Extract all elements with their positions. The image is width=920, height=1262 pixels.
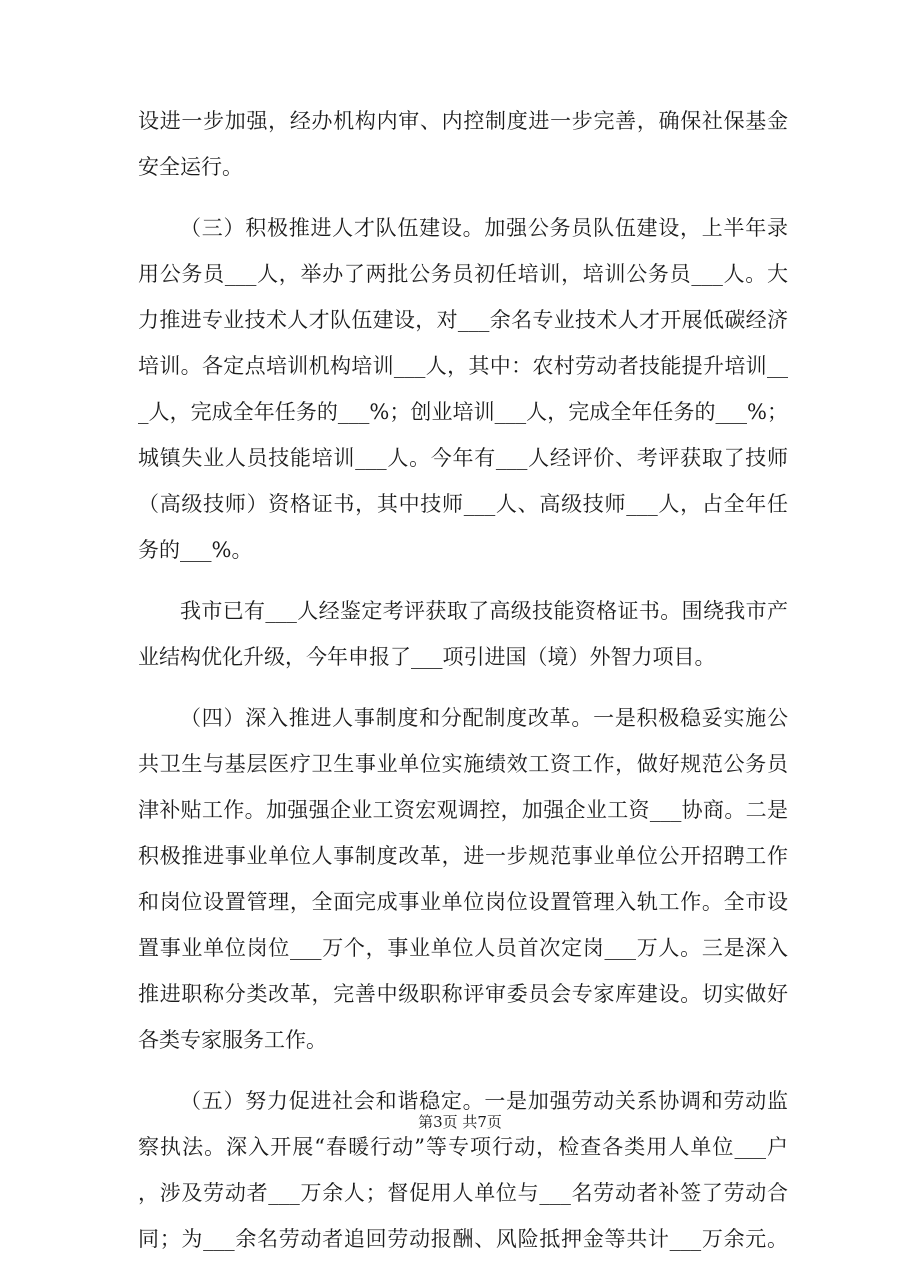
paragraph-line: 津补贴工作。加强强企业工资宏观调控，加强企业工资___协商。二是 [138,798,788,822]
paragraph-line: 同；为___余名劳动者追回劳动报酬、风险抵押金等共计___万余元。 [138,1227,788,1251]
paragraph-line: （四）深入推进人事制度和分配制度改革。一是积极稳妥实施公 [180,706,788,730]
paragraph-line: 置事业单位岗位___万个，事业单位人员首次定岗___万人。三是深入 [138,936,788,960]
paragraph-line: 积极推进事业单位人事制度改革，进一步规范事业单位公开招聘工作 [138,844,788,868]
paragraph-line: 推进职称分类改革，完善中级职称评审委员会专家库建设。切实做好 [138,982,788,1006]
document-body [138,98,788,1262]
paragraph-line: （高级技师）资格证书，其中技师___人、高级技师___人，占全年任 [138,492,788,516]
paragraph-line: 和岗位设置管理，全面完成事业单位岗位设置管理入轨工作。全市设 [138,890,788,914]
paragraph-line: 设进一步加强，经办机构内审、内控制度进一步完善，确保社保基金 [138,109,788,133]
paragraph-line: ，涉及劳动者___万余人；督促用人单位与___名劳动者补签了劳动合 [138,1181,788,1205]
paragraph-line: 我市已有___人经鉴定考评获取了高级技能资格证书。围绕我市产 [180,599,788,623]
paragraph-line: 用公务员___人，举办了两批公务员初任培训，培训公务员___人。大 [138,262,788,286]
paragraph-line: 业结构优化升级，今年申报了___项引进国（境）外智力项目。 [138,645,716,669]
paragraph-line: 安全运行。 [138,155,243,179]
paragraph-line: _人，完成全年任务的___%；创业培训___人，完成全年任务的___%； [138,400,788,424]
page-number-footer: 第3页 共7页 [418,1113,502,1131]
paragraph-line: 培训。各定点培训机构培训___人，其中：农村劳动者技能提升培训__ [138,354,788,378]
paragraph-line: 共卫生与基层医疗卫生事业单位实施绩效工资工作，做好规范公务员 [138,752,788,776]
paragraph-line: （五）努力促进社会和谐稳定。一是加强劳动关系协调和劳动监 [180,1089,788,1113]
paragraph-line: 务的___%。 [138,538,253,562]
paragraph-line: 察执法。深入开展“春暖行动”等专项行动，检查各类用人单位___户 [138,1135,788,1159]
paragraph-line: 城镇失业人员技能培训___人。今年有___人经评价、考评获取了技师 [138,446,788,470]
paragraph-line: 力推进专业技术人才队伍建设，对___余名专业技术人才开展低碳经济 [138,308,788,332]
paragraph-line: （三）积极推进人才队伍建设。加强公务员队伍建设，上半年录 [180,216,788,240]
paragraph-line: 各类专家服务工作。 [138,1028,327,1052]
